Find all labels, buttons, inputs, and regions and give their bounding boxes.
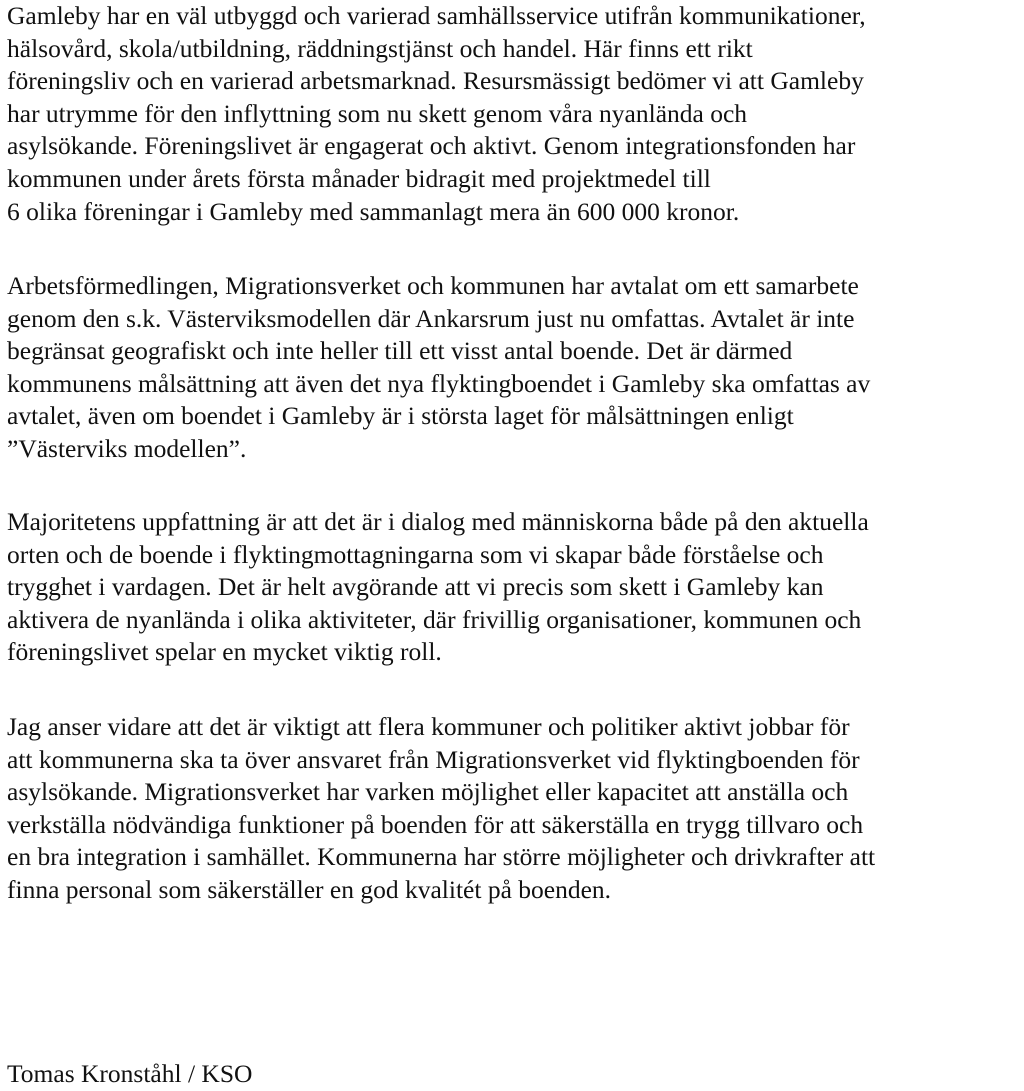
text-line: finna personal som säkerställer en god kvalitét på boenden. — [7, 874, 612, 904]
signature: Tomas Kronståhl / KSO — [7, 1059, 253, 1088]
text-line: Majoritetens uppfattning är att det är i dialog med människorna både på den aktuella — [7, 507, 869, 536]
text-line: 6 olika föreningar i Gamleby med sammanlagt mera än 600 000 kronor. — [7, 196, 740, 226]
text-line: föreningsliv och en varierad arbetsmarknad. Resursmässigt bedömer vi att Gamleby — [7, 66, 864, 96]
text-line: har utrymme för den inflyttning som nu skett genom våra nyanlända och — [7, 98, 748, 128]
paragraph-majority-view — [7, 506, 1022, 669]
text-line: kommunen under årets första månader bidragit med projektmedel till — [7, 163, 711, 193]
text-line: hälsovård, skola/utbildning, räddningstjänst och handel. Här finns ett rikt — [7, 33, 753, 63]
text-line: ”Västerviks modellen”. — [7, 433, 247, 463]
paragraph-vasterviksmodellen — [7, 270, 1022, 466]
text-line: att kommunerna ska ta över ansvaret från Migrationsverket vid flyktingboenden för — [7, 744, 860, 774]
text-line: Arbetsförmedlingen, Migrationsverket och kommunen har avtalat om ett samarbete — [7, 271, 859, 300]
text-line: trygghet i vardagen. Det är helt avgörande att vi precis som skett i Gamleby kan — [7, 572, 824, 602]
paragraph-gamleby-service — [7, 0, 1022, 228]
text-line: asylsökande. Föreningslivet är engagerat och aktivt. Genom integrationsfonden har — [7, 131, 856, 161]
paragraph-municipal-responsibility — [7, 711, 1022, 907]
text-line: asylsökande. Migrationsverket har varken möjlighet eller kapacitet att anställa och — [7, 777, 849, 807]
text-line: kommunens målsättning att även det nya flyktingboendet i Gamleby ska omfattas av — [7, 368, 871, 398]
text-line: genom den s.k. Västerviksmodellen där Ankarsrum just nu omfattas. Avtalet är inte — [7, 303, 855, 333]
text-line: en bra integration i samhället. Kommunerna har större möjligheter och drivkrafter att — [7, 842, 876, 872]
text-line: Gamleby har en väl utbyggd och varierad samhällsservice utifrån kommunikationer, — [7, 1, 866, 30]
text-line: avtalet, även om boendet i Gamleby är i största laget för målsättningen enligt — [7, 401, 794, 431]
text-line: verkställa nödvändiga funktioner på boenden för att säkerställa en trygg tillvaro och — [7, 809, 864, 839]
text-line: föreningslivet spelar en mycket viktig roll. — [7, 637, 442, 667]
text-line: orten och de boende i flyktingmottagningarna som vi skapar både förståelse och — [7, 539, 824, 569]
text-line: Jag anser vidare att det är viktigt att flera kommuner och politiker aktivt jobbar för — [7, 712, 850, 741]
text-line: begränsat geografiskt och inte heller till ett visst antal boende. Det är därmed — [7, 336, 793, 366]
text-line: aktivera de nyanlända i olika aktiviteter, där frivillig organisationer, kommunen och — [7, 604, 862, 634]
